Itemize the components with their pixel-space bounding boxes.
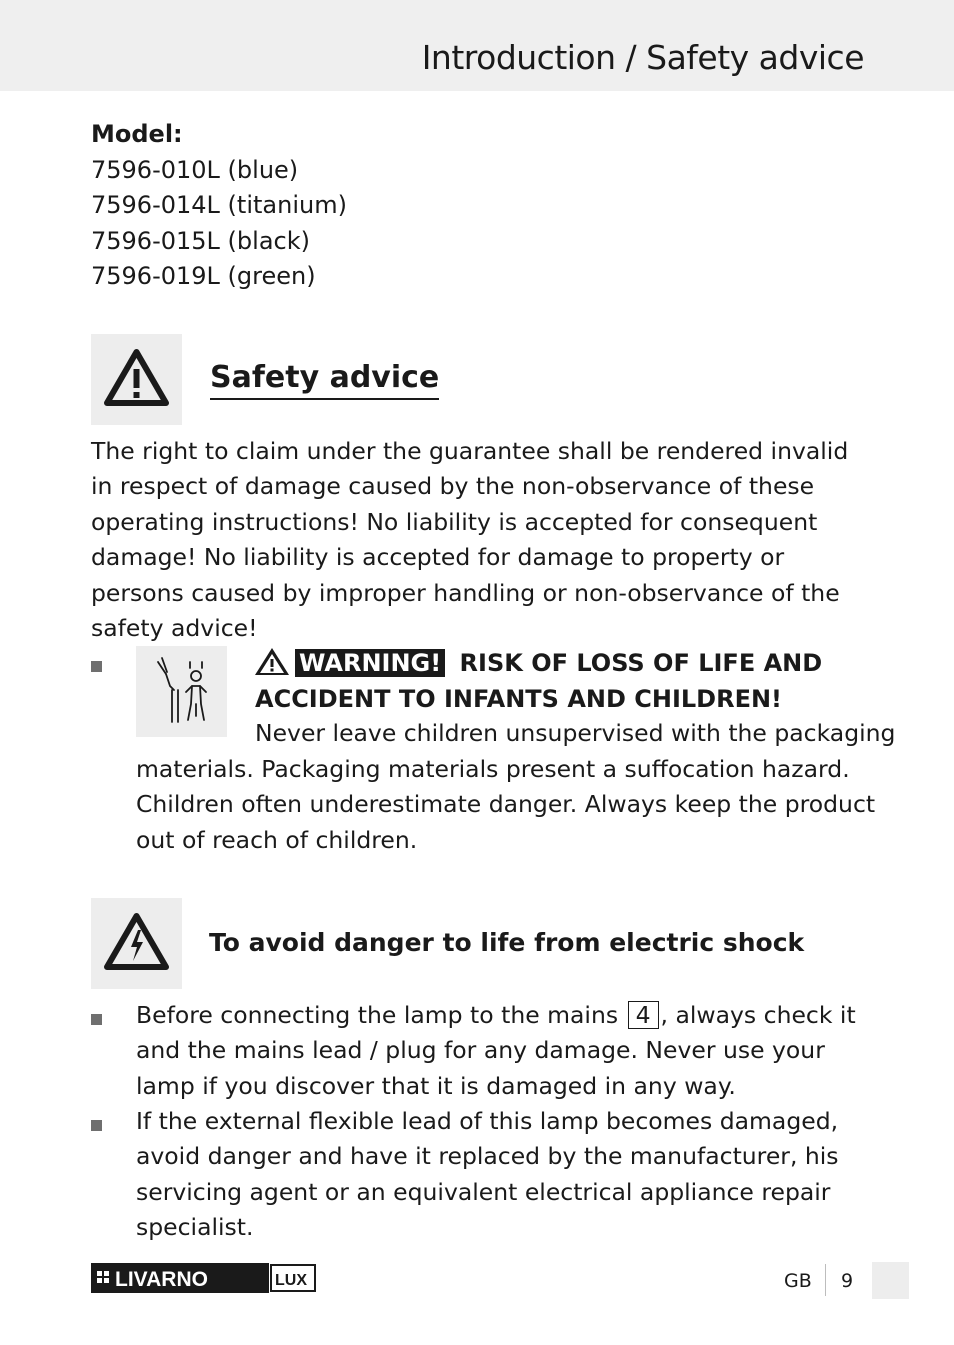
footer-tab-marker bbox=[872, 1262, 909, 1299]
list-item: If the external flexible lead of this lamp becomes damaged, avoid danger and have it replaced by the manufacturer, his servicing agent or an equivalent electrical appliance repair specialist. bbox=[136, 1107, 839, 1242]
bullet-icon bbox=[91, 1120, 102, 1131]
page-header bbox=[0, 0, 954, 91]
electric-shock-icon bbox=[91, 898, 182, 989]
model-item: 7596-014L (titanium) bbox=[91, 191, 347, 219]
brand-logo bbox=[91, 1263, 317, 1297]
bullet-icon bbox=[91, 661, 102, 672]
reference-number: 4 bbox=[628, 1001, 659, 1029]
language-code: GB bbox=[784, 1270, 812, 1292]
model-label: Model: bbox=[91, 120, 183, 148]
brand-suffix: LUX bbox=[275, 1272, 307, 1289]
model-item: 7596-015L (black) bbox=[91, 226, 310, 255]
warning-title: RISK OF LOSS OF LIFE AND ACCIDENT TO INFANTS AND CHILDREN! bbox=[255, 649, 823, 713]
warning-small-icon bbox=[255, 648, 289, 675]
warning-heading bbox=[255, 646, 875, 717]
model-item: 7596-010L (blue) bbox=[91, 155, 299, 184]
model-list bbox=[91, 117, 347, 295]
page-title: Introduction / Safety advice bbox=[421, 38, 864, 77]
model-item: 7596-019L (green) bbox=[91, 262, 316, 290]
warning-text: materials. Packaging materials present a suffocation hazard. Children often underestimate danger. Always keep the product out of reach of children. bbox=[136, 755, 876, 854]
brand-name: LIVARNO bbox=[115, 1268, 208, 1291]
page-number: 9 bbox=[841, 1270, 854, 1292]
electric-shock-heading: To avoid danger to life from electric shock bbox=[209, 928, 805, 957]
bullet-icon bbox=[91, 1014, 102, 1025]
child-safety-icon bbox=[136, 646, 227, 737]
list-item-text: Before connecting the lamp to the mains bbox=[136, 1001, 626, 1029]
warning-text-line: Never leave children unsupervised with the packaging bbox=[255, 719, 896, 747]
footer-divider bbox=[825, 1264, 826, 1296]
list-item-text: , always check it and the mains lead / plug for any damage. Never use your lamp if you discover that it is damaged in any way. bbox=[136, 1001, 856, 1100]
warning-triangle-icon bbox=[91, 334, 182, 425]
warning-label: WARNING! bbox=[295, 649, 445, 677]
safety-heading: Safety advice bbox=[210, 360, 439, 400]
list-item bbox=[136, 998, 876, 1104]
safety-paragraph: The right to claim under the guarantee shall be rendered invalid in respect of damage caused by the non-observance of these operating instructions! No liability is accepted for consequent damage! No liability is accepted for damage to property or persons caused by improper handling or non-observance of the safety advice! bbox=[91, 437, 849, 643]
